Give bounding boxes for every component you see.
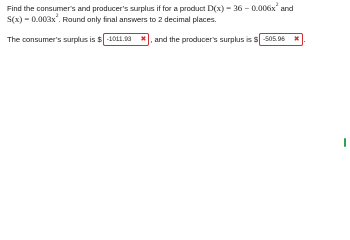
consumer-surplus-label: The consumer’s surplus is $ — [7, 35, 102, 44]
demand-function: $D(x) = 36 - 0.006x^2$ — [207, 2, 279, 13]
supply-function: $S(x) = 0.003x^2$ — [7, 13, 59, 24]
incorrect-x-icon: ✖ — [140, 36, 147, 43]
question-and: and — [280, 4, 294, 13]
rounding-instruction: . Round only final answers to 2 decimal places. — [58, 15, 217, 24]
question-intro: Find the consumer’s and producer’s surplus if for a product — [7, 4, 206, 13]
incorrect-x-icon: ✖ — [293, 36, 300, 43]
consumer-surplus-input[interactable] — [103, 33, 150, 46]
producer-surplus-label: , and the producer’s surplus is $ — [150, 35, 259, 44]
answer-line — [7, 33, 306, 46]
question-line-1 — [7, 3, 327, 14]
sentence-end: . — [303, 35, 306, 44]
question-text — [7, 3, 327, 25]
producer-surplus-value: -505.96 — [263, 36, 285, 43]
status-marker — [344, 138, 346, 147]
question-line-2 — [7, 14, 327, 25]
consumer-surplus-value: -1011.93 — [106, 36, 132, 43]
producer-surplus-input[interactable] — [259, 33, 303, 46]
